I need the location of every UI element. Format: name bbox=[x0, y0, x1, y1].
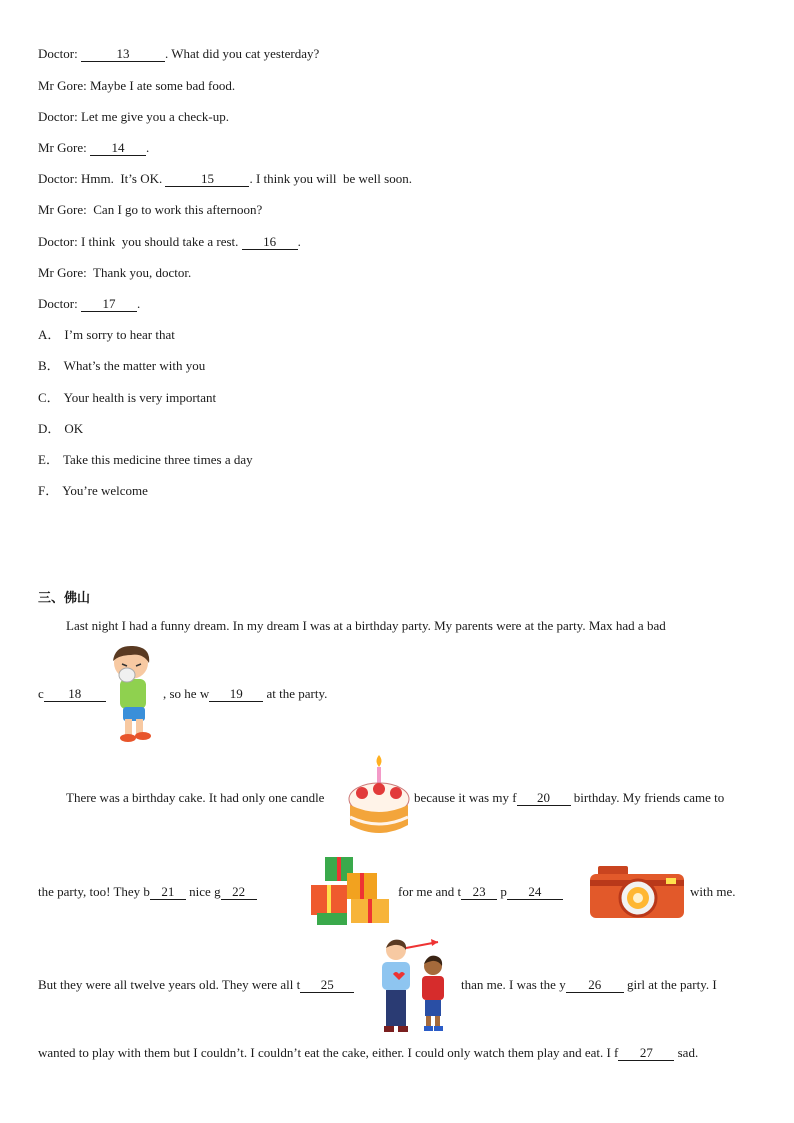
text: sad. bbox=[674, 1045, 699, 1060]
text: because it was my f bbox=[414, 790, 517, 805]
camera-picture bbox=[588, 866, 686, 920]
dialogue-line bbox=[38, 46, 319, 62]
dialogue-line bbox=[38, 234, 301, 250]
paragraph-line-2 bbox=[38, 686, 106, 702]
speaker: Doctor: bbox=[38, 234, 78, 249]
option-text: Your health is very important bbox=[63, 390, 217, 405]
line-text-post: . bbox=[136, 296, 141, 311]
line-text-post: . bbox=[297, 234, 301, 249]
sick-boy-picture bbox=[103, 643, 163, 745]
line-text-post: . bbox=[146, 140, 150, 155]
line-text: Let me give you a check-up. bbox=[77, 109, 229, 124]
blank-17[interactable]: 17 bbox=[81, 297, 137, 312]
text: at the party. bbox=[263, 686, 328, 701]
dialogue-line bbox=[38, 171, 412, 187]
blank-27[interactable]: 27 bbox=[618, 1046, 674, 1061]
option-a bbox=[38, 327, 175, 343]
section-heading: 三、佛山 bbox=[38, 591, 91, 606]
blank-20[interactable]: 20 bbox=[517, 791, 571, 806]
dialogue-line bbox=[38, 202, 262, 218]
blank-18[interactable]: 18 bbox=[44, 687, 106, 702]
paragraph-line-1: Last night I had a funny dream. In my dream I was at a birthday party. My parents were at the party. Max had a bad bbox=[66, 618, 666, 633]
speaker: Doctor: bbox=[38, 296, 78, 311]
blank-16[interactable]: 16 bbox=[242, 235, 298, 250]
blank-14[interactable]: 14 bbox=[90, 141, 146, 156]
option-f bbox=[38, 483, 148, 499]
blank-23[interactable]: 23 bbox=[461, 885, 497, 900]
option-text: I’m sorry to hear that bbox=[64, 327, 175, 342]
birthday-cake-picture bbox=[346, 753, 412, 843]
option-letter: C． bbox=[38, 390, 60, 405]
blank-25[interactable]: 25 bbox=[300, 978, 354, 993]
dialogue-line bbox=[38, 265, 191, 281]
dialogue-line bbox=[38, 140, 149, 156]
paragraph-line-5b bbox=[461, 977, 717, 993]
paragraph-line-6 bbox=[38, 1045, 698, 1061]
two-boys-picture bbox=[376, 938, 452, 1034]
option-text: You’re welcome bbox=[62, 483, 148, 498]
line-text-post: . What did you cat yesterday? bbox=[164, 46, 320, 61]
blank-19[interactable]: 19 bbox=[209, 687, 263, 702]
option-e bbox=[38, 452, 253, 468]
line-text: Thank you, doctor. bbox=[86, 265, 192, 280]
option-letter: B． bbox=[38, 358, 60, 373]
option-d bbox=[38, 421, 83, 437]
paragraph-line-3a: There was a birthday cake. It had only one candle bbox=[66, 790, 325, 805]
option-text: OK bbox=[64, 421, 84, 436]
option-letter: A． bbox=[38, 327, 61, 342]
line-text: Maybe I ate some bad food. bbox=[86, 78, 236, 93]
option-text: Take this medicine three times a day bbox=[62, 452, 253, 467]
text: girl at the party. I bbox=[623, 977, 717, 992]
text: the party, too! They b bbox=[38, 884, 150, 899]
text: than me. I was the y bbox=[461, 977, 566, 992]
text: p bbox=[497, 884, 507, 899]
blank-22[interactable]: 22 bbox=[221, 885, 257, 900]
speaker: Mr Gore: bbox=[38, 78, 87, 93]
line-text-post: . I think you will be well soon. bbox=[249, 171, 412, 186]
line-text: I think you should take a rest. bbox=[77, 234, 242, 249]
dialogue-line bbox=[38, 109, 229, 125]
text: , so he w bbox=[163, 686, 210, 701]
speaker: Doctor: bbox=[38, 46, 78, 61]
option-letter: D． bbox=[38, 421, 61, 436]
option-text: What’s the matter with you bbox=[63, 358, 206, 373]
text: wanted to play with them but I couldn’t. I couldn’t eat the cake, either. I could only watch them play and eat. I f bbox=[38, 1045, 619, 1060]
text: c bbox=[38, 686, 44, 701]
text: birthday. My friends came to bbox=[570, 790, 725, 805]
speaker: Doctor: bbox=[38, 171, 78, 186]
gifts-picture bbox=[307, 855, 391, 925]
paragraph-line-5a bbox=[38, 977, 354, 993]
blank-21[interactable]: 21 bbox=[150, 885, 186, 900]
speaker: Doctor: bbox=[38, 109, 78, 124]
line-text: Can I go to work this afternoon? bbox=[86, 202, 263, 217]
option-letter: F． bbox=[38, 483, 59, 498]
option-letter: E． bbox=[38, 452, 59, 467]
text: nice g bbox=[185, 884, 221, 899]
dialogue-line bbox=[38, 78, 235, 94]
speaker: Mr Gore: bbox=[38, 140, 87, 155]
text: But they were all twelve years old. They were all t bbox=[38, 977, 301, 992]
dialogue-line bbox=[38, 296, 140, 312]
text: for me and t bbox=[398, 884, 462, 899]
blank-24[interactable]: 24 bbox=[507, 885, 563, 900]
paragraph-line-4a bbox=[38, 884, 257, 900]
line-text: Hmm. It’s OK. bbox=[77, 171, 166, 186]
option-c bbox=[38, 390, 216, 406]
paragraph-line-4c: with me. bbox=[690, 884, 736, 899]
blank-26[interactable]: 26 bbox=[566, 978, 624, 993]
paragraph-line-2b bbox=[163, 686, 327, 702]
speaker: Mr Gore: bbox=[38, 202, 87, 217]
blank-13[interactable]: 13 bbox=[81, 47, 165, 62]
option-b bbox=[38, 358, 205, 374]
blank-15[interactable]: 15 bbox=[165, 172, 249, 187]
paragraph-line-4b bbox=[398, 884, 563, 900]
speaker: Mr Gore: bbox=[38, 265, 87, 280]
paragraph-line-3b bbox=[414, 790, 724, 806]
